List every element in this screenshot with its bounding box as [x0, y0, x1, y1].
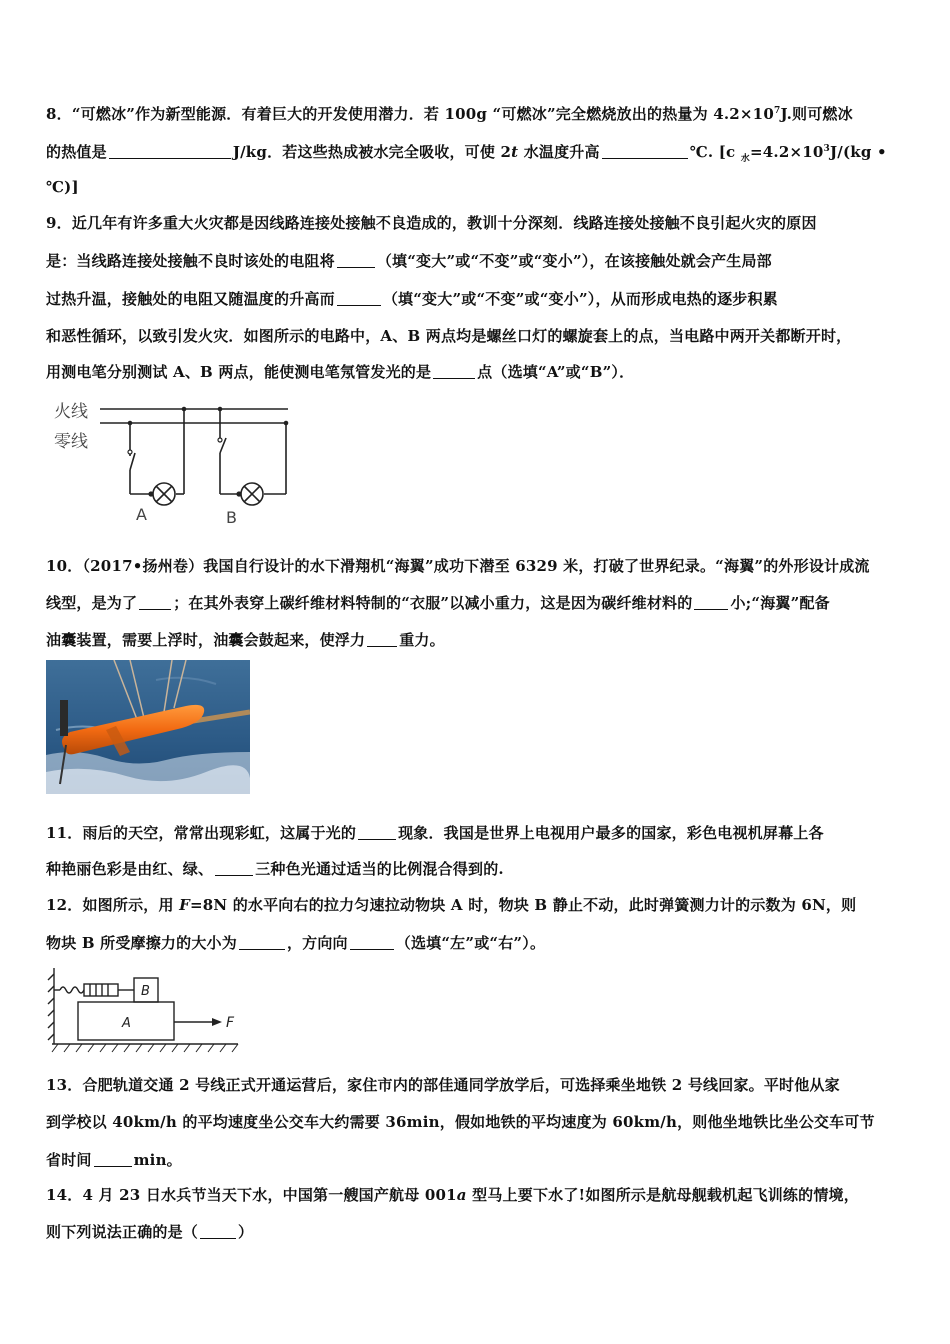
q8-line-2: 的热值是 J/kg．若这些热成被水完全吸收，可使 2t 水温度升高 ℃. [c $_水=4.2\times 10^3J/(kg$ • — [46, 143, 887, 164]
q14-line-1: 14．4 月 23 日水兵节当天下水，中国第一艘国产航母 001a 型马上要下水了!如图所示是航母舰载机起飞训练的情境， — [46, 1186, 859, 1204]
glider-illustration — [46, 660, 250, 794]
answer-blank[interactable] — [694, 595, 728, 610]
point-a-label: A — [136, 505, 147, 524]
answer-blank[interactable] — [109, 144, 231, 159]
answer-blank[interactable] — [200, 1224, 236, 1239]
live-wire-label: 火线 — [54, 402, 88, 422]
q8-line-3: ℃)] — [46, 178, 79, 196]
q9-line-3: 过热升温，接触处的电阻又随温度的升高而 （填“变大”或“不变”或“变小”），从而形成电热的逐步积累 — [46, 290, 778, 308]
q10-line-2: 线型，是为了 ；在其外表穿上碳纤维材料特制的“衣服”以减小重力，这是因为碳纤维材料的 小;“海翼”配备 — [46, 594, 830, 612]
q9-line-2: 是：当线路连接处接触不良时该处的电阻将 （填“变大”或“不变”或“变小”），在该接触处就会产生局部 — [46, 252, 772, 270]
q10-line-1: 10．（2017•扬州卷）我国自行设计的水下滑翔机“海翼”成功下潜至 6329 米，打破了世界纪录。“海翼”的外形设计成流 — [46, 557, 870, 575]
underwater-glider-photo — [46, 660, 250, 794]
q9-line-5: 用测电笔分别测试 A、B 两点，能使测电笔氖管发光的是 点（选填“A”或“B”）． — [46, 363, 635, 381]
q12-line-2: 物块 B 所受摩擦力的大小为 ，方向向 （选填“左”或“右”）。 — [46, 934, 546, 952]
point-b-label: B — [226, 508, 237, 527]
friction-diagram — [46, 966, 246, 1054]
q11-line-1: 11．雨后的天空，常常出现彩虹，这属于光的 现象．我国是世界上电视用户最多的国家，彩色电视机屏幕上各 — [46, 824, 824, 842]
answer-blank[interactable] — [239, 935, 285, 950]
q13-line-1: 13．合肥轨道交通 2 号线正式开通运营后，家住市内的部佳通同学放学后，可选择乘坐地铁 2 号线回家。平时他从家 — [46, 1076, 840, 1094]
q8-line-1: 8．“可燃冰”作为新型能源．有着巨大的开发使用潜力．若 100g “可燃冰”完全燃烧放出的热量为 $4.2\times 10^7J$.则可燃冰 — [46, 105, 853, 123]
answer-blank[interactable] — [337, 253, 375, 268]
answer-blank[interactable] — [337, 291, 381, 306]
circuit-diagram — [50, 398, 295, 528]
force-f-label: F — [226, 1015, 235, 1031]
answer-blank[interactable] — [139, 595, 171, 610]
q9-line-1: 9．近几年有许多重大火灾都是因线路连接处接触不良造成的，教训十分深刻．线路连接处接触不良引起火灾的原因 — [46, 214, 817, 232]
answer-blank[interactable] — [94, 1152, 132, 1167]
answer-blank[interactable] — [215, 861, 253, 876]
q12-line-1: 12．如图所示，用 F=8N 的水平向右的拉力匀速拉动物块 A 时，物块 B 静止不动，此时弹簧测力计的示数为 6N，则 — [46, 896, 857, 914]
block-b-label: B — [141, 984, 150, 999]
q13-line-2: 到学校以 40km/h 的平均速度坐公交车大约需要 36min，假如地铁的平均速度为 60km/h，则他坐地铁比坐公交车可节 — [46, 1113, 875, 1131]
answer-blank[interactable] — [433, 364, 475, 379]
answer-blank[interactable] — [358, 825, 396, 840]
q13-line-3: 省时间 min。 — [46, 1151, 182, 1169]
q9-line-4: 和恶性循环，以致引发火灾．如图所示的电路中，A、B 两点均是螺丝口灯的螺旋套上的点，当电路中两开关都断开时， — [46, 327, 852, 345]
answer-blank[interactable] — [367, 632, 397, 647]
q11-line-2: 种艳丽色彩是由红、绿、 三种色光通过适当的比例混合得到的. — [46, 860, 504, 878]
q14-line-2: 则下列说法正确的是（ ） — [46, 1223, 254, 1241]
neutral-wire-label: 零线 — [54, 432, 88, 452]
answer-blank[interactable] — [350, 935, 394, 950]
block-a-label: A — [122, 1016, 131, 1031]
answer-blank[interactable] — [602, 144, 688, 159]
q10-line-3: 油囊装置，需要上浮时，油囊会鼓起来，使浮力 重力。 — [46, 631, 445, 649]
